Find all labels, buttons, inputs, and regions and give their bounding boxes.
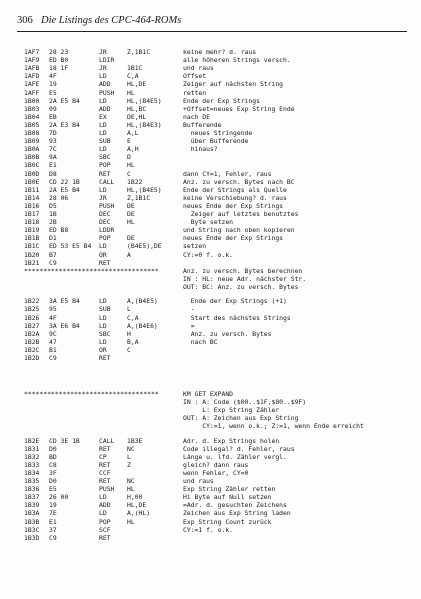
listing-comment: Zeiger auf nächsten String	[183, 80, 284, 89]
listing-comment: und raus	[183, 64, 214, 73]
listing-hex-bytes: 9C	[49, 329, 57, 338]
listing-hex-bytes: BD	[49, 452, 57, 461]
listing-operand: HL,(B4E5)	[127, 185, 162, 194]
listing-line	[0, 202, 421, 210]
listing-line	[0, 153, 421, 161]
listing-address: 1AF7	[24, 48, 40, 56]
listing-address: 1B27	[24, 321, 40, 330]
listing-mnemonic: LD	[99, 72, 107, 81]
listing-mnemonic: LD	[99, 129, 107, 137]
listing-mnemonic: SUB	[99, 305, 111, 314]
listing-comment: über Bufferende	[183, 137, 249, 146]
listing-mnemonic: LD	[99, 297, 107, 306]
listing-mnemonic: RET	[99, 444, 111, 453]
listing-comment: Exp String Zähler retten	[183, 485, 276, 494]
listing-line	[0, 390, 421, 398]
listing-mnemonic: RET	[99, 477, 111, 485]
listing-address: 1B2E	[24, 436, 40, 445]
listing-comment: gleich? dann raus	[183, 460, 249, 469]
listing-operand: L	[127, 305, 131, 314]
listing-comment: und raus	[183, 477, 214, 485]
listing-line	[0, 129, 421, 137]
separator-line: ***********************************	[24, 390, 159, 398]
listing-comment: =	[183, 321, 195, 330]
listing-comment: Ende der Strings als Quelle	[183, 185, 287, 194]
listing-hex-bytes: 26 00	[49, 493, 69, 502]
listing-operand: HL	[127, 88, 135, 97]
listing-address: 1B37	[24, 493, 40, 502]
listing-comment: und String nach oben kopieren	[183, 226, 295, 235]
listing-address: 1AF9	[24, 56, 40, 65]
listing-line	[0, 330, 421, 338]
listing-hex-bytes: ED B0	[49, 56, 69, 65]
listing-line	[0, 275, 421, 283]
listing-address: 1B3A	[24, 509, 40, 518]
listing-operand: C,A	[127, 72, 139, 81]
listing-line	[0, 322, 421, 330]
listing-address: 1B0E	[24, 177, 40, 186]
listing-line	[0, 338, 421, 346]
listing-address: 1B09	[24, 137, 40, 146]
listing-operand: 1B3E	[127, 436, 143, 445]
listing-mnemonic: LD	[99, 321, 107, 330]
listing-comment: Anz. zu versch. Bytes	[183, 329, 272, 338]
listing-hex-bytes: 3A E6 B4	[49, 321, 80, 330]
listing-line	[0, 314, 421, 322]
listing-address: 1B34	[24, 468, 40, 477]
listing-line	[0, 170, 421, 178]
listing-operand: H	[127, 329, 131, 338]
listing-mnemonic: POP	[99, 234, 111, 243]
listing-comment: -	[183, 305, 195, 314]
listing-comment: Zeichen aus Exp String laden	[183, 509, 291, 518]
listing-hex-bytes: D5	[49, 201, 57, 210]
listing-line	[0, 461, 421, 469]
listing-comment: Ende der Exp Strings	[183, 96, 260, 105]
listing-hex-bytes: 09	[49, 104, 57, 113]
listing-line	[0, 354, 421, 362]
listing-mnemonic: SUB	[99, 137, 111, 146]
listing-address: 1B35	[24, 477, 40, 485]
listing-mnemonic: LD	[99, 185, 107, 194]
listing-line	[0, 469, 421, 477]
listing-hex-bytes: 2B	[49, 218, 57, 227]
listing-line	[0, 267, 421, 275]
listing-hex-bytes: C9	[49, 258, 57, 267]
listing-line	[0, 97, 421, 105]
listing-mnemonic: LD	[99, 242, 107, 251]
listing-address: 1B2A	[24, 329, 40, 338]
listing-comment: KM GET EXPAND	[183, 390, 234, 398]
listing-hex-bytes: E1	[49, 161, 57, 170]
listing-mnemonic: CCF	[99, 468, 111, 477]
listing-line	[0, 518, 421, 526]
listing-hex-bytes: D0	[49, 477, 57, 485]
listing-address: 1B33	[24, 460, 40, 469]
listing-address: 1B20	[24, 250, 40, 259]
listing-address: 1B3D	[24, 533, 40, 542]
listing-address: 1B3B	[24, 517, 40, 526]
listing-line	[0, 453, 421, 461]
listing-line	[0, 242, 421, 250]
listing-comment: Exp String Count zurück	[183, 517, 272, 526]
listing-comment: OUT: BC: Anz. zu versch. Bytes	[183, 283, 299, 292]
listing-line	[0, 526, 421, 534]
listing-hex-bytes: 2A E3 B4	[49, 120, 80, 129]
listing-hex-bytes: E1	[49, 517, 57, 526]
listing-operand: DE,HL	[127, 112, 147, 121]
listing-operand: HL	[127, 517, 135, 526]
listing-mnemonic: SBC	[99, 153, 111, 162]
listing-address: 1AFD	[24, 72, 40, 81]
listing-operand: H,00	[127, 493, 143, 502]
listing-line	[0, 105, 421, 113]
listing-comment: L: Exp String Zähler	[183, 406, 280, 415]
listing-hex-bytes: 7C	[49, 145, 57, 154]
listing-comment: dann CY=1, Fehler, raus	[183, 169, 272, 178]
listing-line	[0, 501, 421, 509]
listing-operand: HL	[127, 161, 135, 170]
listing-address: 1B26	[24, 313, 40, 322]
listing-comment: Zeiger auf letztes benutztes	[183, 210, 299, 218]
listing-operand: HL,(B4E3)	[127, 120, 162, 129]
listing-line	[0, 210, 421, 218]
listing-address: 1B08	[24, 129, 40, 137]
listing-hex-bytes: EB	[49, 112, 57, 121]
listing-line	[0, 346, 421, 354]
listing-mnemonic: JR	[99, 193, 107, 202]
listing-address: 1AFB	[24, 64, 40, 73]
listing-line	[0, 48, 421, 56]
listing-mnemonic: POP	[99, 517, 111, 526]
listing-line	[0, 534, 421, 542]
listing-comment: Länge u. lfd. Zähler vergl.	[183, 452, 287, 461]
listing-address: 1B31	[24, 444, 40, 453]
listing-operand: C	[127, 169, 131, 178]
listing-address: 1B03	[24, 104, 40, 113]
listing-address: 1B0B	[24, 153, 40, 162]
listing-address: 1B36	[24, 485, 40, 494]
listing-hex-bytes: ED 53 E5 B4	[49, 242, 92, 251]
listing-mnemonic: CALL	[99, 436, 115, 445]
listing-mnemonic: LDIR	[99, 56, 115, 65]
listing-mnemonic: LD	[99, 96, 107, 105]
listing-mnemonic: ADD	[99, 104, 111, 113]
listing-hex-bytes: B7	[49, 250, 57, 259]
listing-mnemonic: RET	[99, 354, 111, 362]
listing-operand: A,L	[127, 129, 139, 137]
listing-line	[0, 251, 421, 259]
listing-address: 1B04	[24, 112, 40, 121]
listing-operand: HL,BC	[127, 104, 147, 113]
listing-comment: keine Verschiebung? d. raus	[183, 193, 287, 202]
listing-hex-bytes: 1B	[49, 210, 57, 218]
listing-hex-bytes: B1	[49, 345, 57, 354]
listing-comment: Anz. zu versch. Bytes berechnen	[183, 267, 303, 275]
listing-comment: Adr. d. Exp Strings holen	[183, 436, 280, 445]
listing-address: 1B32	[24, 452, 40, 461]
listing-operand: E	[127, 137, 131, 146]
listing-hex-bytes: 28 23	[49, 48, 69, 56]
listing-operand: 1B1C	[127, 64, 143, 73]
listing-operand: HL,(B4E5)	[127, 96, 162, 105]
listing-hex-bytes: 28 06	[49, 193, 69, 202]
listing-mnemonic: DEC	[99, 210, 111, 218]
listing-operand: A,H	[127, 145, 139, 154]
listing-address: 1B22	[24, 297, 40, 306]
listing-address: 1B3C	[24, 525, 40, 534]
listing-line	[0, 89, 421, 97]
listing-operand: DE	[127, 210, 135, 218]
listing-address: 1B1B	[24, 234, 40, 243]
listing-mnemonic: OR	[99, 345, 107, 354]
listing-comment: CY:=1 f. o.k.	[183, 525, 234, 534]
listing-operand: A,(B4E5)	[127, 297, 158, 306]
listing-hex-bytes: 9A	[49, 153, 57, 162]
listing-mnemonic: ADD	[99, 80, 111, 89]
listing-address: 1B2D	[24, 354, 40, 362]
listing-address: 1B00	[24, 96, 40, 105]
listing-address: 1B0C	[24, 161, 40, 170]
listing-line	[0, 414, 421, 422]
listing-comment: wenn Fehler, CY=0	[183, 468, 249, 477]
listing-mnemonic: RET	[99, 460, 111, 469]
listing-address: 1B19	[24, 226, 40, 235]
listing-operand: NC	[127, 477, 135, 485]
listing-address: 1B1C	[24, 242, 40, 251]
listing-hex-bytes: 2A E5 B4	[49, 185, 80, 194]
listing-comment: Start des nächstes Strings	[183, 313, 291, 322]
listing-line	[0, 509, 421, 517]
listing-line	[0, 121, 421, 129]
listing-operand: C,A	[127, 313, 139, 322]
listing-hex-bytes: C9	[49, 533, 57, 542]
listing-line	[0, 113, 421, 121]
listing-hex-bytes: D1	[49, 234, 57, 243]
listing-line	[0, 194, 421, 202]
listing-address: 1B2C	[24, 345, 40, 354]
listing-comment: IN : A: Code ($00..$1F,$80..$9F)	[183, 398, 307, 407]
listing-operand: 1B22	[127, 177, 143, 186]
page-number: 306	[17, 15, 33, 26]
listing-mnemonic: LD	[99, 120, 107, 129]
listing-comment: OUT: A: Zeichen aus Exp String	[183, 414, 299, 423]
listing-mnemonic: LD	[99, 145, 107, 154]
listing-address: 1B39	[24, 501, 40, 510]
listing-operand: A,(HL)	[127, 509, 151, 518]
listing-hex-bytes: ED B8	[49, 226, 69, 235]
listing-mnemonic: DEC	[99, 218, 111, 227]
listing-line	[0, 398, 421, 406]
listing-mnemonic: OR	[99, 250, 107, 259]
listing-line	[0, 56, 421, 64]
listing-comment: keine mehr? d. raus	[183, 48, 257, 56]
listing-mnemonic: RET	[99, 533, 111, 542]
listing-address: 1B17	[24, 210, 40, 218]
listing-operand: A,(B4E6)	[127, 321, 158, 330]
listing-comment: nach DE	[183, 112, 210, 121]
listing-mnemonic: LDDR	[99, 226, 115, 235]
listing-operand: HL,DE	[127, 80, 147, 89]
listing-line	[0, 234, 421, 242]
listing-comment: Byte setzen	[183, 218, 234, 227]
listing-comment: nach BC	[183, 337, 218, 346]
listing-line	[0, 297, 421, 305]
listing-line	[0, 64, 421, 72]
listing-comment: neues Ende der Exp Strings	[183, 234, 284, 243]
listing-mnemonic: LD	[99, 313, 107, 322]
listing-hex-bytes: 4F	[49, 72, 57, 81]
listing-operand: (B4E5),DE	[127, 242, 162, 251]
listing-comment: retten	[183, 88, 207, 97]
listing-address: 1B14	[24, 193, 40, 202]
listing-mnemonic: SBC	[99, 329, 111, 338]
listing-comment: neues Stringende	[183, 129, 253, 137]
listing-hex-bytes: CD 22 1B	[49, 177, 80, 186]
listing-hex-bytes: 19	[49, 501, 57, 510]
listing-operand: Z	[127, 460, 131, 469]
listing-line	[0, 437, 421, 445]
listing-line	[0, 218, 421, 226]
listing-line	[0, 226, 421, 234]
listing-hex-bytes: 3F	[49, 468, 57, 477]
listing-line	[0, 485, 421, 493]
page-title: Die Listings des CPC-464-ROMs	[41, 15, 182, 26]
listing-operand: Z,1B1C	[127, 193, 151, 202]
listing-mnemonic: PUSH	[99, 88, 115, 97]
listing-comment: Anz. zu versch. Bytes nach BC	[183, 177, 295, 186]
listing-operand: NC	[127, 444, 135, 453]
listing-hex-bytes: C8	[49, 460, 57, 469]
listing-hex-bytes: 4F	[49, 313, 57, 322]
listing-comment: Hi Byte auf Null setzen	[183, 493, 272, 502]
listing-hex-bytes: CD 3E 1B	[49, 436, 80, 445]
listing-comment: +Offset=neues Exp String Ende	[183, 104, 295, 113]
listing-hex-bytes: 18 1F	[49, 64, 69, 73]
listing-comment: Offset	[183, 72, 207, 81]
listing-address: 1AFF	[24, 88, 40, 97]
listing-mnemonic: CALL	[99, 177, 115, 186]
listing-line	[0, 178, 421, 186]
listing-line	[0, 145, 421, 153]
listing-hex-bytes: 7E	[49, 509, 57, 518]
listing-operand: A	[127, 250, 131, 259]
listing-operand: DE	[127, 234, 135, 243]
listing-line	[0, 445, 421, 453]
listing-mnemonic: ADD	[99, 501, 111, 510]
listing-comment: Ende der Exp Strings (+1)	[183, 297, 287, 306]
listing-hex-bytes: 2A E5 B4	[49, 96, 80, 105]
listing-line	[0, 305, 421, 313]
separator-line: ***********************************	[24, 267, 159, 275]
listing-hex-bytes: E5	[49, 88, 57, 97]
listing-hex-bytes: C9	[49, 354, 57, 362]
listing-mnemonic: RET	[99, 169, 111, 178]
listing-comment: neues Ende der Exp Strings	[183, 201, 284, 210]
listing-line	[0, 422, 421, 430]
listing-hex-bytes: 95	[49, 305, 57, 314]
listing-address: 1B0D	[24, 169, 40, 178]
listing-address: 1B18	[24, 218, 40, 227]
listing-comment: setzen	[183, 242, 207, 251]
listing-operand: L	[127, 452, 131, 461]
listing-line	[0, 406, 421, 414]
listing-mnemonic: JR	[99, 48, 107, 56]
listing-line	[0, 283, 421, 291]
listing-operand: HL	[127, 485, 135, 494]
listing-operand: HL,DE	[127, 501, 147, 510]
listing-line	[0, 137, 421, 145]
listing-line	[0, 259, 421, 267]
listing-mnemonic: LD	[99, 493, 107, 502]
listing-address: 1AFE	[24, 80, 40, 89]
listing-operand: B,A	[127, 337, 139, 346]
listing-address: 1B16	[24, 201, 40, 210]
listing-line	[0, 161, 421, 169]
listing-mnemonic: PUSH	[99, 485, 115, 494]
listing-line	[0, 80, 421, 88]
listing-hex-bytes: D0	[49, 444, 57, 453]
listing-hex-bytes: 19	[49, 80, 57, 89]
listing-comment: =Adr. d. gesuchten Zeichens	[183, 501, 287, 510]
listing-mnemonic: LD	[99, 337, 107, 346]
listing-line	[0, 72, 421, 80]
listing-comment: alle höheren Strings versch.	[183, 56, 291, 65]
listing-mnemonic: JR	[99, 64, 107, 73]
listing-comment: hinaus?	[183, 145, 218, 154]
listing-mnemonic: POP	[99, 161, 111, 170]
listing-address: 1B21	[24, 258, 40, 267]
listing-mnemonic: CP	[99, 452, 107, 461]
listing-comment: CY:=0 f. o.k.	[183, 250, 234, 259]
listing-hex-bytes: 47	[49, 337, 57, 346]
listing-address: 1B05	[24, 120, 40, 129]
listing-comment: Bufferende	[183, 120, 222, 129]
listing-mnemonic: EX	[99, 112, 107, 121]
listing-hex-bytes: 7D	[49, 129, 57, 137]
listing-mnemonic: LD	[99, 509, 107, 518]
listing-mnemonic: RET	[99, 258, 111, 267]
listing-comment: Code illegal? d. Fehler, raus	[183, 444, 295, 453]
listing-hex-bytes: 37	[49, 525, 57, 534]
listing-hex-bytes: 93	[49, 137, 57, 146]
listing-operand: DE	[127, 201, 135, 210]
listing-mnemonic: PUSH	[99, 201, 115, 210]
listing-mnemonic: SCF	[99, 525, 111, 534]
listing-line	[0, 186, 421, 194]
listing-address: 1B2B	[24, 337, 40, 346]
listing-address: 1B11	[24, 185, 40, 194]
listing-hex-bytes: E5	[49, 485, 57, 494]
listing-operand: C	[127, 345, 131, 354]
listing-line	[0, 493, 421, 501]
listing-address: 1B0A	[24, 145, 40, 154]
listing-hex-bytes: 3A E5 B4	[49, 297, 80, 306]
listing-comment: IN : HL: neue Adr. nächster Str.	[183, 275, 307, 284]
listing-address: 1B25	[24, 305, 40, 314]
listing-comment: CY:=1, wenn o.k.; Z:=1, wenn Ende erreicht	[183, 422, 364, 431]
listing-operand: Z,1B1C	[127, 48, 151, 56]
listing-hex-bytes: D8	[49, 169, 57, 178]
listing-line	[0, 477, 421, 485]
listing-operand: HL	[127, 218, 135, 227]
listing-operand: D	[127, 153, 131, 162]
